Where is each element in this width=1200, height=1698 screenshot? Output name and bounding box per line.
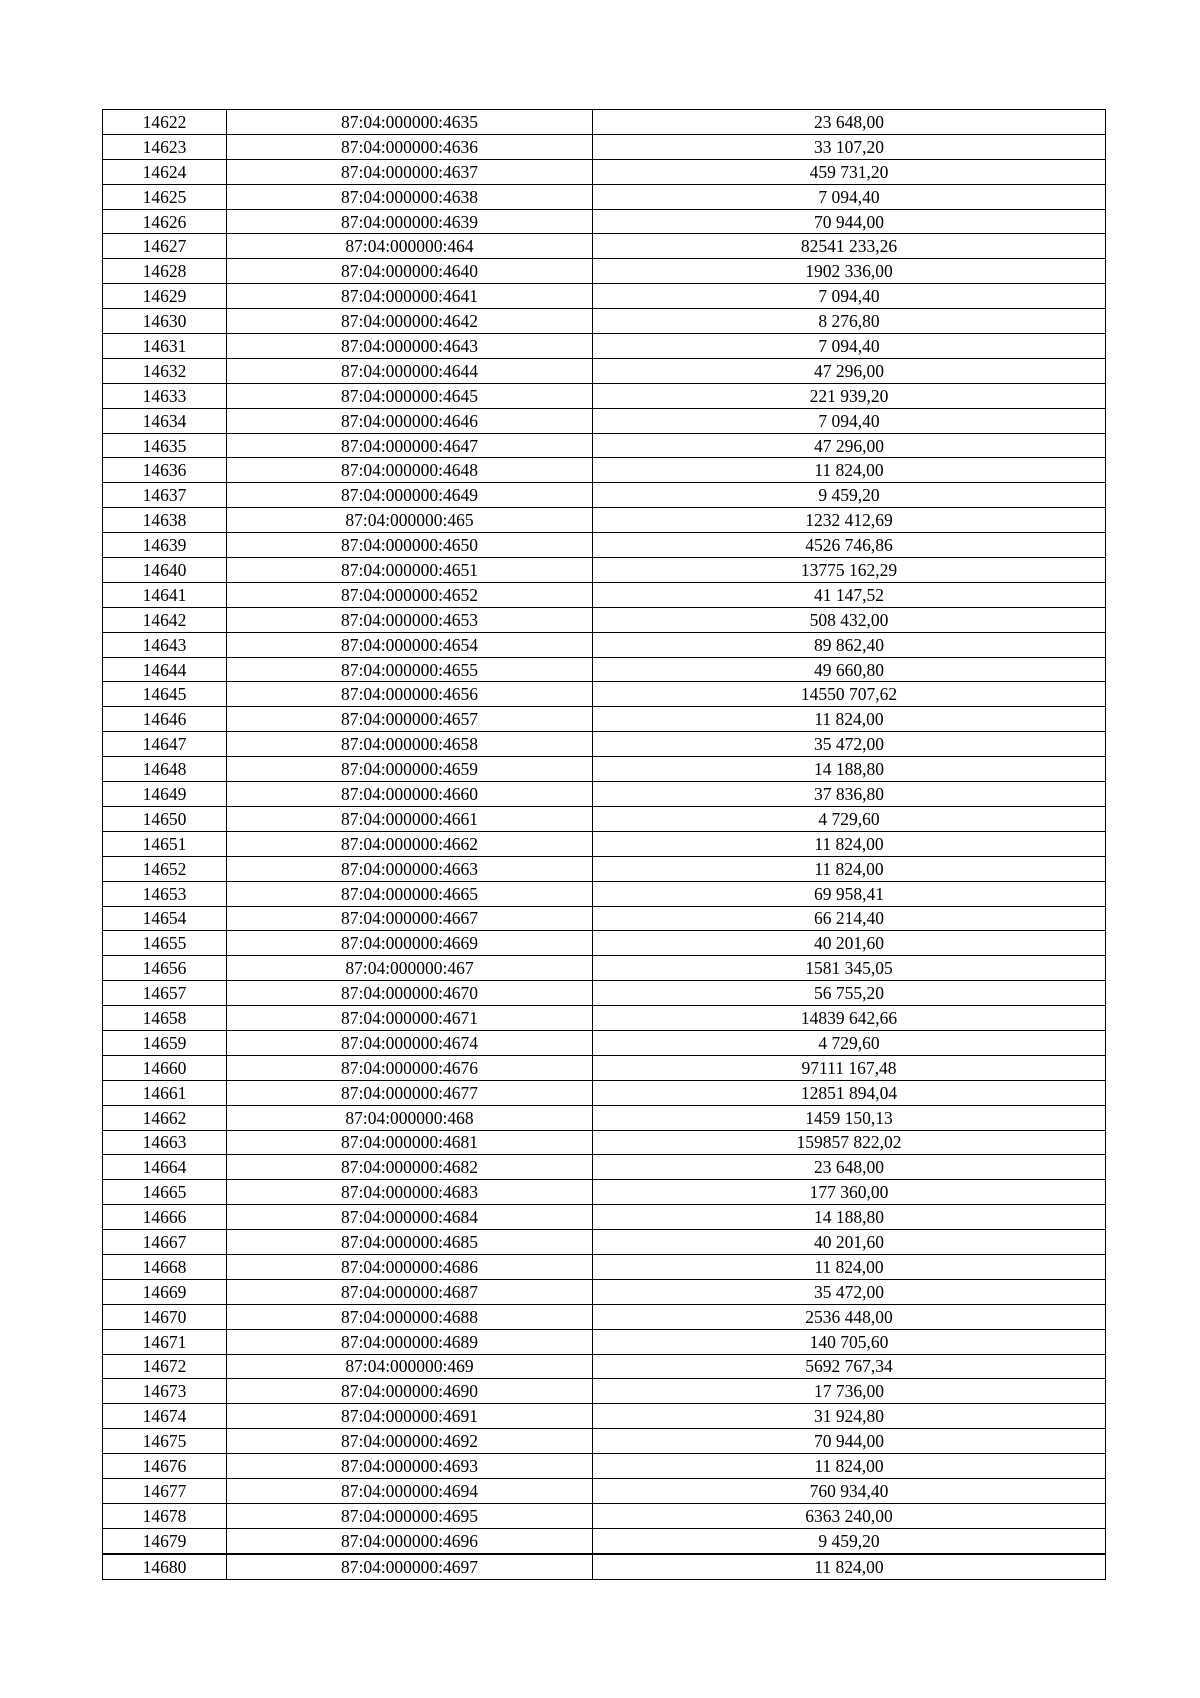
- table-row: [103, 732, 1106, 757]
- table-row: [103, 856, 1106, 881]
- cadastral-number-cell: 87:04:000000:4638: [227, 184, 593, 209]
- value-cell: 2536 448,00: [593, 1304, 1106, 1329]
- value-cell: 23 648,00: [593, 110, 1106, 135]
- row-number-cell: 14647: [103, 732, 227, 757]
- value-cell: 56 755,20: [593, 981, 1106, 1006]
- table-row: [103, 1304, 1106, 1329]
- cadastral-number-cell: 87:04:000000:4645: [227, 383, 593, 408]
- cadastral-number-cell: 87:04:000000:4642: [227, 309, 593, 334]
- value-cell: 11 824,00: [593, 458, 1106, 483]
- cadastral-number-cell: 87:04:000000:4652: [227, 582, 593, 607]
- value-cell: 17 736,00: [593, 1379, 1106, 1404]
- cadastral-number-cell: 87:04:000000:4684: [227, 1205, 593, 1230]
- value-cell: 760 934,40: [593, 1478, 1106, 1503]
- cadastral-number-cell: 87:04:000000:469: [227, 1354, 593, 1379]
- cadastral-number-cell: 87:04:000000:4686: [227, 1254, 593, 1279]
- value-cell: 12851 894,04: [593, 1080, 1106, 1105]
- row-number-cell: 14632: [103, 358, 227, 383]
- row-number-cell: 14627: [103, 234, 227, 259]
- row-number-cell: 14645: [103, 682, 227, 707]
- table-row: [103, 1155, 1106, 1180]
- cadastral-number-cell: 87:04:000000:4661: [227, 806, 593, 831]
- table-row: [103, 358, 1106, 383]
- value-cell: 33 107,20: [593, 134, 1106, 159]
- row-number-cell: 14655: [103, 931, 227, 956]
- cadastral-number-cell: 87:04:000000:4693: [227, 1454, 593, 1479]
- value-cell: 31 924,80: [593, 1404, 1106, 1429]
- table-body: [103, 110, 1106, 1580]
- value-cell: 4 729,60: [593, 1030, 1106, 1055]
- value-cell: 89 862,40: [593, 632, 1106, 657]
- table-row: [103, 1030, 1106, 1055]
- cadastral-number-cell: 87:04:000000:4641: [227, 284, 593, 309]
- value-cell: 7 094,40: [593, 408, 1106, 433]
- row-number-cell: 14648: [103, 757, 227, 782]
- value-cell: 1459 150,13: [593, 1105, 1106, 1130]
- value-cell: 40 201,60: [593, 931, 1106, 956]
- row-number-cell: 14637: [103, 483, 227, 508]
- value-cell: 35 472,00: [593, 732, 1106, 757]
- cadastral-number-cell: 87:04:000000:4646: [227, 408, 593, 433]
- cadastral-number-cell: 87:04:000000:4651: [227, 558, 593, 583]
- row-number-cell: 14623: [103, 134, 227, 159]
- table-row: [103, 1354, 1106, 1379]
- value-cell: 14839 642,66: [593, 1006, 1106, 1031]
- table-row: [103, 707, 1106, 732]
- row-number-cell: 14660: [103, 1055, 227, 1080]
- table-row: [103, 682, 1106, 707]
- table-row: [103, 1254, 1106, 1279]
- value-cell: 9 459,20: [593, 1528, 1106, 1553]
- table-row: [103, 881, 1106, 906]
- row-number-cell: 14642: [103, 607, 227, 632]
- table-row: [103, 1205, 1106, 1230]
- value-cell: 177 360,00: [593, 1180, 1106, 1205]
- table-row: [103, 483, 1106, 508]
- table-row: [103, 956, 1106, 981]
- value-cell: 47 296,00: [593, 433, 1106, 458]
- value-cell: 70 944,00: [593, 1429, 1106, 1454]
- cadastral-number-cell: 87:04:000000:4697: [227, 1554, 593, 1579]
- value-cell: 47 296,00: [593, 358, 1106, 383]
- row-number-cell: 14639: [103, 533, 227, 558]
- table-row: [103, 1105, 1106, 1130]
- table-row: [103, 558, 1106, 583]
- row-number-cell: 14665: [103, 1180, 227, 1205]
- row-number-cell: 14630: [103, 309, 227, 334]
- cadastral-number-cell: 87:04:000000:4687: [227, 1279, 593, 1304]
- table-row: [103, 831, 1106, 856]
- cadastral-number-cell: 87:04:000000:4653: [227, 607, 593, 632]
- table-row: [103, 1230, 1106, 1255]
- row-number-cell: 14679: [103, 1528, 227, 1553]
- value-cell: 69 958,41: [593, 881, 1106, 906]
- cadastral-number-cell: 87:04:000000:4639: [227, 209, 593, 234]
- row-number-cell: 14649: [103, 782, 227, 807]
- cadastral-number-cell: 87:04:000000:4660: [227, 782, 593, 807]
- cadastral-number-cell: 87:04:000000:4696: [227, 1528, 593, 1553]
- value-cell: 40 201,60: [593, 1230, 1106, 1255]
- value-cell: 9 459,20: [593, 483, 1106, 508]
- row-number-cell: 14653: [103, 881, 227, 906]
- value-cell: 140 705,60: [593, 1329, 1106, 1354]
- table-row: [103, 508, 1106, 533]
- row-number-cell: 14631: [103, 334, 227, 359]
- cadastral-number-cell: 87:04:000000:4683: [227, 1180, 593, 1205]
- cadastral-number-cell: 87:04:000000:4636: [227, 134, 593, 159]
- row-number-cell: 14661: [103, 1080, 227, 1105]
- cadastral-number-cell: 87:04:000000:4662: [227, 831, 593, 856]
- row-number-cell: 14663: [103, 1130, 227, 1155]
- table-row: [103, 1454, 1106, 1479]
- row-number-cell: 14635: [103, 433, 227, 458]
- row-number-cell: 14671: [103, 1329, 227, 1354]
- row-number-cell: 14652: [103, 856, 227, 881]
- cadastral-number-cell: 87:04:000000:4671: [227, 1006, 593, 1031]
- cadastral-number-cell: 87:04:000000:4667: [227, 906, 593, 931]
- cadastral-number-cell: 87:04:000000:4659: [227, 757, 593, 782]
- row-number-cell: 14636: [103, 458, 227, 483]
- row-number-cell: 14678: [103, 1503, 227, 1528]
- row-number-cell: 14656: [103, 956, 227, 981]
- table-row: [103, 259, 1106, 284]
- cadastral-number-cell: 87:04:000000:4663: [227, 856, 593, 881]
- row-number-cell: 14641: [103, 582, 227, 607]
- row-number-cell: 14676: [103, 1454, 227, 1479]
- value-cell: 159857 822,02: [593, 1130, 1106, 1155]
- table-row: [103, 757, 1106, 782]
- row-number-cell: 14646: [103, 707, 227, 732]
- value-cell: 7 094,40: [593, 334, 1106, 359]
- cadastral-number-cell: 87:04:000000:465: [227, 508, 593, 533]
- value-cell: 70 944,00: [593, 209, 1106, 234]
- value-cell: 508 432,00: [593, 607, 1106, 632]
- value-cell: 221 939,20: [593, 383, 1106, 408]
- table-row: [103, 159, 1106, 184]
- cadastral-number-cell: 87:04:000000:468: [227, 1105, 593, 1130]
- value-cell: 4526 746,86: [593, 533, 1106, 558]
- table-row: [103, 234, 1106, 259]
- value-cell: 8 276,80: [593, 309, 1106, 334]
- row-number-cell: 14673: [103, 1379, 227, 1404]
- value-cell: 14 188,80: [593, 1205, 1106, 1230]
- value-cell: 23 648,00: [593, 1155, 1106, 1180]
- cadastral-number-cell: 87:04:000000:4637: [227, 159, 593, 184]
- cadastral-number-cell: 87:04:000000:4688: [227, 1304, 593, 1329]
- table-row: [103, 334, 1106, 359]
- cadastral-number-cell: 87:04:000000:4674: [227, 1030, 593, 1055]
- value-cell: 11 824,00: [593, 1454, 1106, 1479]
- value-cell: 1581 345,05: [593, 956, 1106, 981]
- value-cell: 82541 233,26: [593, 234, 1106, 259]
- table-row: [103, 782, 1106, 807]
- cadastral-number-cell: 87:04:000000:4677: [227, 1080, 593, 1105]
- value-cell: 11 824,00: [593, 1254, 1106, 1279]
- row-number-cell: 14624: [103, 159, 227, 184]
- table-row: [103, 931, 1106, 956]
- table-row: [103, 1478, 1106, 1503]
- table-row: [103, 1080, 1106, 1105]
- table-row: [103, 184, 1106, 209]
- cadastral-number-cell: 87:04:000000:4643: [227, 334, 593, 359]
- value-cell: 49 660,80: [593, 657, 1106, 682]
- row-number-cell: 14638: [103, 508, 227, 533]
- table-row: [103, 657, 1106, 682]
- cadastral-number-cell: 87:04:000000:4650: [227, 533, 593, 558]
- value-cell: 66 214,40: [593, 906, 1106, 931]
- value-cell: 1902 336,00: [593, 259, 1106, 284]
- cadastral-number-cell: 87:04:000000:4654: [227, 632, 593, 657]
- row-number-cell: 14672: [103, 1354, 227, 1379]
- value-cell: 11 824,00: [593, 856, 1106, 881]
- value-cell: 4 729,60: [593, 806, 1106, 831]
- row-number-cell: 14650: [103, 806, 227, 831]
- cadastral-number-cell: 87:04:000000:4689: [227, 1329, 593, 1354]
- cadastral-number-cell: 87:04:000000:4644: [227, 358, 593, 383]
- table-row: [103, 209, 1106, 234]
- cadastral-number-cell: 87:04:000000:4691: [227, 1404, 593, 1429]
- table-row: [103, 309, 1106, 334]
- table-row: [103, 1528, 1106, 1553]
- value-cell: 11 824,00: [593, 1554, 1106, 1579]
- table-row: [103, 284, 1106, 309]
- table-row: [103, 134, 1106, 159]
- table-row: [103, 1130, 1106, 1155]
- row-number-cell: 14633: [103, 383, 227, 408]
- row-number-cell: 14644: [103, 657, 227, 682]
- cadastral-number-cell: 87:04:000000:4690: [227, 1379, 593, 1404]
- table-row: [103, 1055, 1106, 1080]
- value-cell: 1232 412,69: [593, 508, 1106, 533]
- table-row: [103, 1503, 1106, 1528]
- row-number-cell: 14670: [103, 1304, 227, 1329]
- row-number-cell: 14667: [103, 1230, 227, 1255]
- row-number-cell: 14657: [103, 981, 227, 1006]
- table-row: [103, 1429, 1106, 1454]
- row-number-cell: 14628: [103, 259, 227, 284]
- row-number-cell: 14634: [103, 408, 227, 433]
- table-row: [103, 981, 1106, 1006]
- table-row: [103, 906, 1106, 931]
- row-number-cell: 14675: [103, 1429, 227, 1454]
- table-row: [103, 383, 1106, 408]
- row-number-cell: 14626: [103, 209, 227, 234]
- row-number-cell: 14625: [103, 184, 227, 209]
- row-number-cell: 14669: [103, 1279, 227, 1304]
- cadastral-number-cell: 87:04:000000:4657: [227, 707, 593, 732]
- row-number-cell: 14643: [103, 632, 227, 657]
- cadastral-number-cell: 87:04:000000:4648: [227, 458, 593, 483]
- row-number-cell: 14651: [103, 831, 227, 856]
- cadastral-number-cell: 87:04:000000:4670: [227, 981, 593, 1006]
- row-number-cell: 14622: [103, 110, 227, 135]
- table-row: [103, 1279, 1106, 1304]
- cadastral-number-cell: 87:04:000000:4665: [227, 881, 593, 906]
- value-cell: 35 472,00: [593, 1279, 1106, 1304]
- value-cell: 5692 767,34: [593, 1354, 1106, 1379]
- value-cell: 459 731,20: [593, 159, 1106, 184]
- value-cell: 14550 707,62: [593, 682, 1106, 707]
- table-row: [103, 1554, 1106, 1579]
- table-row: [103, 533, 1106, 558]
- row-number-cell: 14677: [103, 1478, 227, 1503]
- cadastral-number-cell: 87:04:000000:4647: [227, 433, 593, 458]
- table-row: [103, 433, 1106, 458]
- table-row: [103, 806, 1106, 831]
- value-cell: 41 147,52: [593, 582, 1106, 607]
- cadastral-number-cell: 87:04:000000:4635: [227, 110, 593, 135]
- cadastral-number-cell: 87:04:000000:4695: [227, 1503, 593, 1528]
- value-cell: 11 824,00: [593, 831, 1106, 856]
- value-cell: 37 836,80: [593, 782, 1106, 807]
- row-number-cell: 14659: [103, 1030, 227, 1055]
- row-number-cell: 14680: [103, 1554, 227, 1579]
- table-row: [103, 1404, 1106, 1429]
- value-cell: 97111 167,48: [593, 1055, 1106, 1080]
- cadastral-number-cell: 87:04:000000:4681: [227, 1130, 593, 1155]
- cadastral-number-cell: 87:04:000000:4682: [227, 1155, 593, 1180]
- table-row: [103, 582, 1106, 607]
- value-cell: 13775 162,29: [593, 558, 1106, 583]
- value-cell: 7 094,40: [593, 184, 1106, 209]
- cadastral-number-cell: 87:04:000000:467: [227, 956, 593, 981]
- table-row: [103, 1379, 1106, 1404]
- cadastral-number-cell: 87:04:000000:4649: [227, 483, 593, 508]
- cadastral-number-cell: 87:04:000000:4676: [227, 1055, 593, 1080]
- row-number-cell: 14664: [103, 1155, 227, 1180]
- row-number-cell: 14666: [103, 1205, 227, 1230]
- row-number-cell: 14668: [103, 1254, 227, 1279]
- row-number-cell: 14640: [103, 558, 227, 583]
- table-row: [103, 408, 1106, 433]
- row-number-cell: 14654: [103, 906, 227, 931]
- cadastral-number-cell: 87:04:000000:4694: [227, 1478, 593, 1503]
- cadastral-number-cell: 87:04:000000:4685: [227, 1230, 593, 1255]
- table-row: [103, 1329, 1106, 1354]
- table-row: [103, 1180, 1106, 1205]
- value-cell: 11 824,00: [593, 707, 1106, 732]
- cadastral-number-cell: 87:04:000000:4640: [227, 259, 593, 284]
- row-number-cell: 14674: [103, 1404, 227, 1429]
- value-cell: 6363 240,00: [593, 1503, 1106, 1528]
- row-number-cell: 14662: [103, 1105, 227, 1130]
- table-row: [103, 458, 1106, 483]
- table-row: [103, 632, 1106, 657]
- cadastral-number-cell: 87:04:000000:4655: [227, 657, 593, 682]
- cadastral-number-cell: 87:04:000000:464: [227, 234, 593, 259]
- table-row: [103, 607, 1106, 632]
- cadastral-number-cell: 87:04:000000:4656: [227, 682, 593, 707]
- value-cell: 14 188,80: [593, 757, 1106, 782]
- row-number-cell: 14658: [103, 1006, 227, 1031]
- row-number-cell: 14629: [103, 284, 227, 309]
- cadastral-value-table: [102, 109, 1106, 1580]
- cadastral-number-cell: 87:04:000000:4658: [227, 732, 593, 757]
- cadastral-number-cell: 87:04:000000:4669: [227, 931, 593, 956]
- cadastral-number-cell: 87:04:000000:4692: [227, 1429, 593, 1454]
- table-row: [103, 110, 1106, 135]
- table-row: [103, 1006, 1106, 1031]
- value-cell: 7 094,40: [593, 284, 1106, 309]
